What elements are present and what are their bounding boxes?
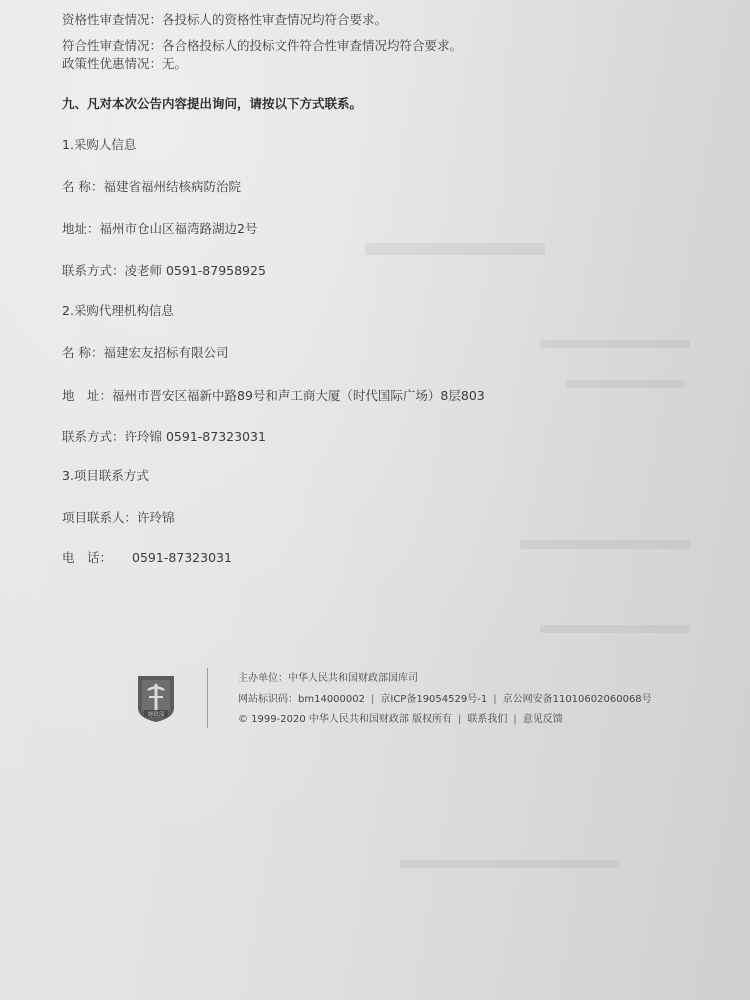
bleed-through-mark: [540, 625, 690, 633]
footer-security-link[interactable]: 京公网安备11010602060068号: [502, 694, 652, 705]
footer-host: 主办单位：中华人民共和国财政部国库司: [238, 673, 418, 684]
footer-divider: [207, 668, 208, 728]
footer-copyright-line: [238, 713, 563, 726]
agency-name: 名 称：福建宏友招标有限公司: [62, 345, 229, 360]
compliance-review-line: 符合性审查情况：各合格投标人的投标文件符合性审查情况均符合要求。: [62, 38, 463, 53]
purchaser-contact: 联系方式：凌老师 0591-87958925: [62, 263, 266, 278]
project-contact-person: 项目联系人：许玲锦: [62, 510, 175, 525]
bleed-through-mark: [520, 540, 690, 549]
purchaser-address: 地址：福州市仓山区福湾路湖边2号: [62, 221, 258, 236]
svg-text:财政部: 财政部: [147, 712, 165, 718]
bleed-through-mark: [565, 380, 685, 388]
qualification-review-line: 资格性审查情况：各投标人的资格性审查情况均符合要求。: [62, 12, 388, 27]
section-heading: 九、凡对本次公告内容提出询问，请按以下方式联系。: [62, 96, 363, 111]
bleed-through-mark: [540, 340, 690, 348]
feedback-link[interactable]: 意见反馈: [522, 714, 563, 725]
project-phone-value: 0591-87323031: [132, 550, 232, 565]
contact-us-link[interactable]: 联系我们: [467, 714, 508, 725]
bleed-through-mark: [365, 243, 545, 255]
footer-registration-line: [238, 693, 652, 706]
project-phone-label: 电 话：: [62, 550, 113, 565]
purchaser-title: 1.采购人信息: [62, 137, 137, 152]
project-title: 3.项目联系方式: [62, 468, 149, 483]
agency-title: 2.采购代理机构信息: [62, 303, 174, 318]
footer-separator: |: [458, 714, 462, 725]
footer-copyright: © 1999-2020 中华人民共和国财政部 版权所有: [238, 714, 453, 725]
agency-address: 地 址：福州市晋安区福新中路89号和声工商大厦（时代国际广场）8层803: [62, 388, 485, 403]
bleed-through-mark: [400, 860, 620, 868]
footer-site-id: 网站标识码：bm14000002: [238, 694, 365, 705]
footer-icp-link[interactable]: 京ICP备19054529号-1: [380, 694, 488, 705]
agency-contact: 联系方式：许玲锦 0591-87323031: [62, 429, 266, 444]
footer-separator: |: [513, 714, 517, 725]
footer-separator: |: [493, 694, 497, 705]
purchaser-name: 名 称：福建省福州结核病防治院: [62, 179, 241, 194]
policy-preference-line: 政策性优惠情况：无。: [62, 56, 188, 71]
footer-separator: |: [371, 694, 375, 705]
ministry-logo-icon: [134, 672, 178, 724]
